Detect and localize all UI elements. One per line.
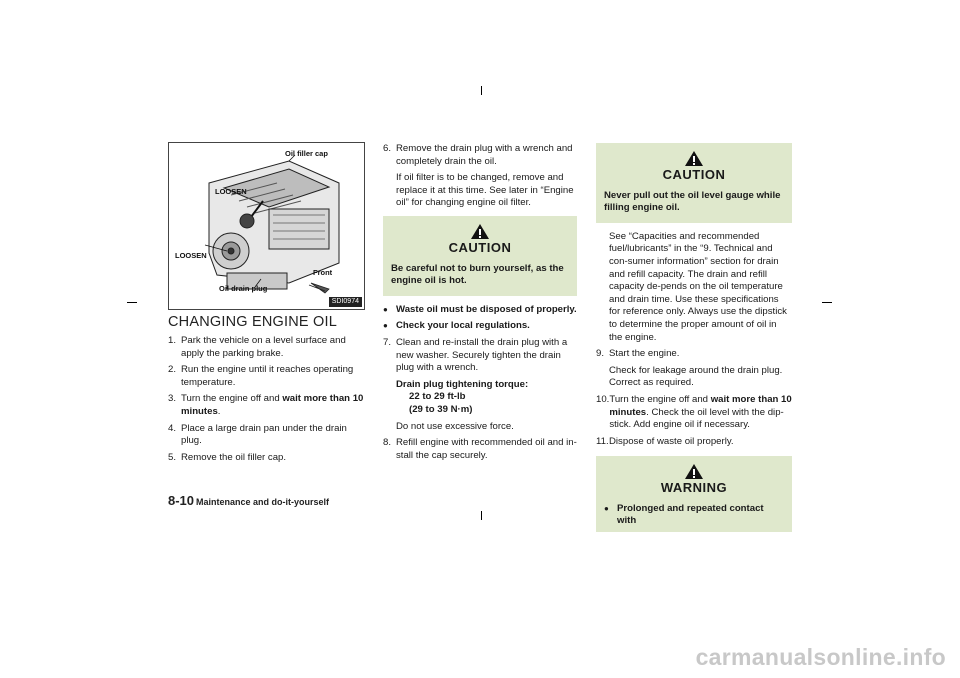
caution-box-burn bbox=[383, 216, 577, 296]
step-10: 10. Turn the engine off and wait more than 10 minutes. Check the oil level with the dip-stick. Add engine oil if necessary. bbox=[596, 393, 792, 431]
bullet-waste-oil: ● Waste oil must be disposed of properly. bbox=[383, 303, 577, 315]
column-2 bbox=[383, 143, 577, 466]
capacity-note: See “Capacities and recommended fuel/lubricants” in the “9. Technical and con-sumer information” section for drain and refill capacity. The drain and refill capacity de-pends on the oil temperature and drain time. Use these specifications for reference only. Always use the dipstick to determine the proper amount of oil in the engine. bbox=[609, 230, 787, 343]
step-8: 8. Refill engine with recommended oil and in-stall the cap securely. bbox=[383, 437, 577, 461]
engine-figure bbox=[168, 142, 365, 310]
figure-id: SDI0974 bbox=[329, 297, 362, 307]
step-2: 2. Run the engine until it reaches operating temperature. bbox=[168, 364, 354, 388]
torque-label: Drain plug tightening torque: bbox=[396, 378, 529, 390]
warning-title: WARNING bbox=[660, 480, 728, 496]
bullet-icon: ● bbox=[383, 304, 388, 314]
step-9-note: Check for leakage around the drain plug. Correct as required. bbox=[609, 364, 783, 389]
crop-mark-left bbox=[127, 302, 137, 303]
warning-triangle-icon bbox=[684, 463, 704, 480]
label-loosen-top: LOOSEN bbox=[215, 187, 247, 196]
caution-title: CAUTION bbox=[448, 239, 512, 255]
caution-text: Never pull out the oil level gauge while filling engine oil. bbox=[604, 189, 781, 214]
step-9: 9. Start the engine. bbox=[596, 348, 680, 360]
bullet-icon: ● bbox=[383, 321, 388, 331]
warning-box bbox=[596, 456, 792, 532]
watermark: carmanualsonline.info bbox=[695, 644, 946, 670]
torque-value-ftlb: 22 to 29 ft-lb bbox=[409, 391, 466, 403]
step-7: 7. Clean and re-install the drain plug with a new washer. Securely tighten the drain plug with a wrench. bbox=[383, 336, 568, 374]
step-11: 11. Dispose of waste oil properly. bbox=[596, 435, 734, 447]
section-name: Maintenance and do-it-yourself bbox=[196, 497, 330, 507]
excess-force-note: Do not use excessive force. bbox=[396, 420, 514, 432]
bullet-icon: ● bbox=[604, 503, 609, 513]
label-oil-drain-plug: Oil drain plug bbox=[219, 284, 268, 293]
step-5: 5. Remove the oil filler cap. bbox=[168, 451, 287, 463]
crop-mark-top bbox=[481, 86, 482, 95]
crop-mark-right bbox=[822, 302, 832, 303]
label-front: Front bbox=[313, 268, 333, 277]
page-footer bbox=[168, 492, 329, 510]
step-3: 3. Turn the engine off and wait more than 10 minutes. bbox=[168, 393, 364, 417]
torque-value-nm: (29 to 39 N·m) bbox=[409, 403, 473, 415]
bullet-regulations: ● Check your local regulations. bbox=[383, 320, 530, 332]
section-heading: CHANGING ENGINE OIL bbox=[168, 314, 337, 330]
step-6: 6. Remove the drain plug with a wrench and completely drain the oil. bbox=[383, 143, 573, 167]
page-number: 8-10 bbox=[168, 493, 195, 508]
warning-bullet: ● Prolonged and repeated contact with bbox=[604, 502, 764, 527]
warning-triangle-icon bbox=[684, 150, 704, 167]
step-4: 4. Place a large drain pan under the drain plug. bbox=[168, 422, 347, 447]
column-1 bbox=[168, 313, 364, 468]
step-6-filter-note: If oil filter is to be changed, remove and replace it at this time. See later in “Engine oil” for changing engine oil filter. bbox=[396, 172, 574, 209]
label-oil-filler-cap: Oil filler cap bbox=[285, 149, 328, 158]
caution-box-gauge bbox=[596, 143, 792, 223]
label-loosen-left: LOOSEN bbox=[175, 251, 207, 260]
caution-title: CAUTION bbox=[662, 167, 726, 182]
caution-text: Be careful not to burn yourself, as the engine oil is hot. bbox=[391, 262, 564, 287]
warning-triangle-icon bbox=[470, 223, 490, 240]
step-1: 1. Park the vehicle on a level surface and apply the parking brake. bbox=[168, 335, 346, 359]
column-3 bbox=[596, 143, 792, 532]
crop-mark-bottom bbox=[481, 511, 482, 520]
